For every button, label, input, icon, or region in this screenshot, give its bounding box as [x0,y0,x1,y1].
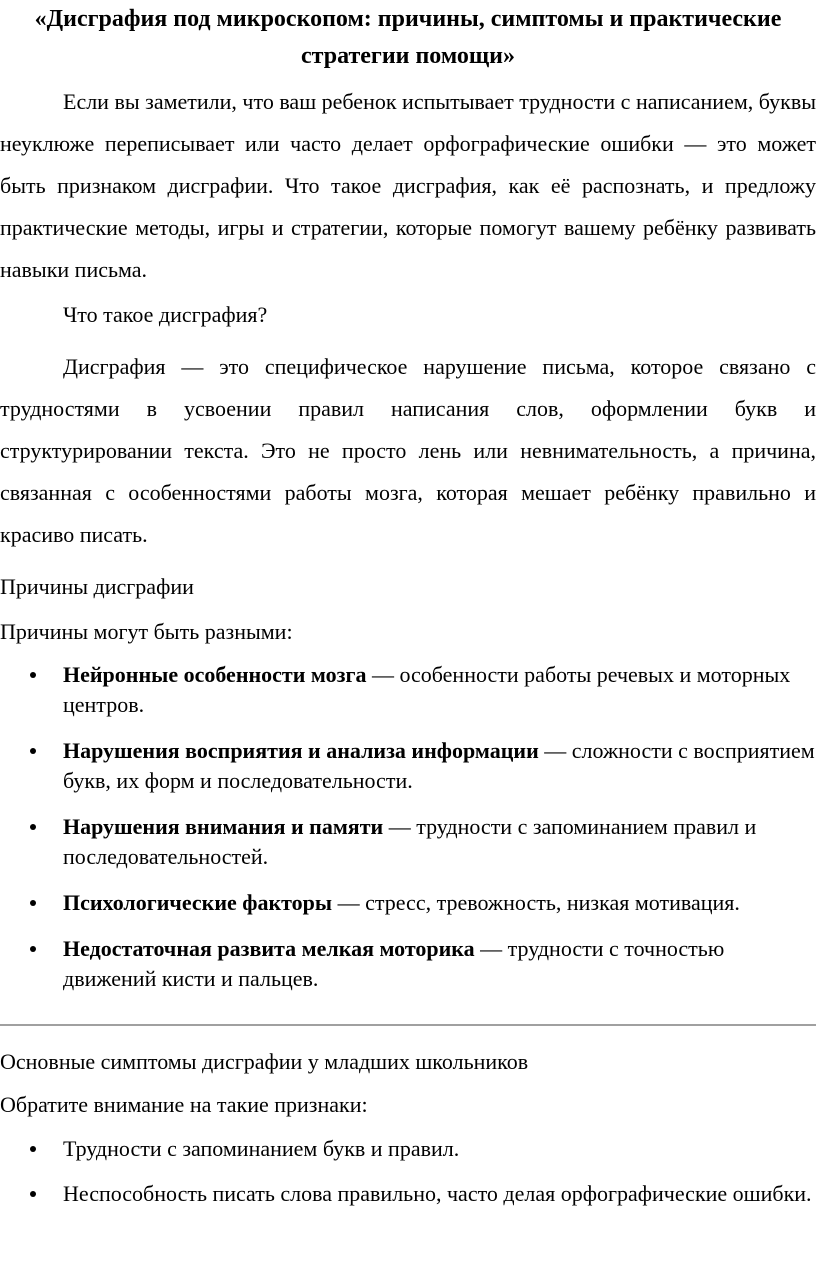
cause-text: — трудности с запоминанием правил и последовательностей. [63,814,757,869]
causes-heading: Причины дисграфии [0,574,194,599]
symptoms-intro: Обратите внимание на такие признаки: [0,1092,368,1117]
document-title: «Дисграфия под микроскопом: причины, симптомы и практические стратегии помощи» [34,6,782,69]
list-item [0,888,816,918]
list-item [0,736,816,796]
what-paragraph: Дисграфия — это специфическое нарушение письма, которое связано с трудностями в усвоении правил написания слов, оформлении букв и структурировании текста. Это не просто лень или невнимательность, а причина, связанная с особенностями работы мозга, которая мешает ребёнку правильно и красиво писать. [0,354,816,547]
causes-intro: Причины могут быть разными: [0,619,293,644]
bullet-icon [30,1191,36,1197]
list-item [0,812,816,872]
bullet-icon [30,824,36,830]
list-item [0,1134,816,1164]
bullet-icon [30,900,36,906]
cause-title: Недостаточная развита мелкая моторика [63,936,475,961]
causes-list [0,660,816,994]
cause-title: Нарушения внимания и памяти [63,814,384,839]
list-item [0,1179,816,1209]
list-item [0,934,816,994]
symptoms-heading: Основные симптомы дисграфии у младших школьников [0,1049,529,1074]
bullet-icon [30,748,36,754]
bullet-icon [30,946,36,952]
intro-paragraph: Если вы заметили, что ваш ребенок испытывает трудности с написанием, буквы неуклюже переписывает или часто делает орфографические ошибки — это может быть признаком дисграфии. Что такое дисграфия, как её распознать, и предложу практические методы, игры и стратегии, которые помогут вашему ребёнку развивать навыки письма. [0,89,816,282]
cause-title: Нарушения восприятия и анализа информации [63,738,539,763]
cause-text: — особенности работы речевых и моторных центров. [63,662,791,717]
symptom-text: Неспособность писать слова правильно, часто делая орфографические ошибки. [63,1181,812,1206]
cause-text: — сложности с восприятием букв, их форм и последовательности. [63,738,815,793]
what-heading: Что такое дисграфия? [63,302,268,327]
list-item [0,660,816,720]
horizontal-divider [0,1024,816,1026]
bullet-icon [30,672,36,678]
cause-title: Нейронные особенности мозга [63,662,367,687]
cause-title: Психологические факторы [63,890,333,915]
cause-text: — стресс, тревожность, низкая мотивация. [332,890,740,915]
symptoms-list [0,1134,816,1209]
symptom-text: Трудности с запоминанием букв и правил. [63,1136,460,1161]
cause-text: — трудности с точностью движений кисти и пальцев. [63,936,725,991]
bullet-icon [30,1146,36,1152]
